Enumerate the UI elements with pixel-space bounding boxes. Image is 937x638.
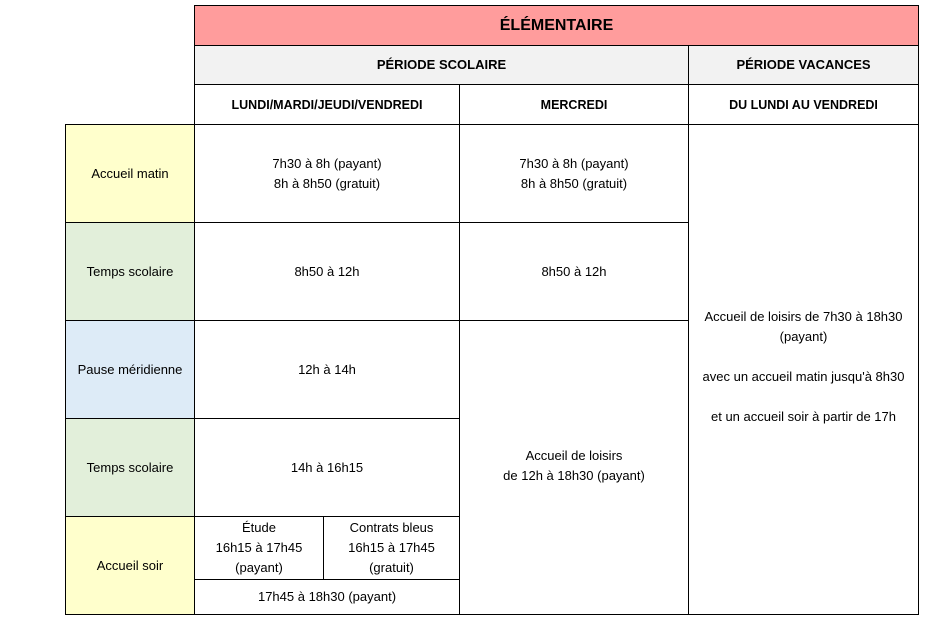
- mercredi-temps-scolaire: [459, 222, 689, 321]
- row-label-accueil-matin: [65, 124, 195, 223]
- cell-text: 7h30 à 8h (payant) 8h à 8h50 (gratuit): [272, 155, 382, 191]
- day-header-mercredi: [459, 84, 689, 125]
- period-scolaire-header: [194, 45, 689, 85]
- cell-text: Accueil de loisirs de 12h à 18h30 (payant): [503, 447, 645, 483]
- day-header-lmjv: [194, 84, 460, 125]
- row-label-pause-meridienne: [65, 320, 195, 419]
- cell-text: Accueil de loisirs de 7h30 à 18h30 (payant) avec un accueil matin jusqu'à 8h30 et un accueil soir à partir de 17h: [702, 309, 905, 424]
- cell-text: 14h à 16h15: [290, 459, 364, 475]
- period-scolaire-label: PÉRIODE SCOLAIRE: [376, 57, 507, 72]
- lmjv-temps-scolaire-1: [194, 222, 460, 321]
- table-title: [194, 5, 919, 46]
- lmjv-pause-meridienne: [194, 320, 460, 419]
- mercredi-accueil-matin: [459, 124, 689, 223]
- row-label-text: Temps scolaire: [86, 459, 174, 475]
- day-header-vacances-label: DU LUNDI AU VENDREDI: [729, 97, 878, 112]
- cell-text: Étude 16h15 à 17h45 (payant): [215, 520, 303, 575]
- row-label-text: Accueil matin: [91, 165, 169, 181]
- lmjv-etude: [194, 516, 324, 580]
- day-header-mercredi-label: MERCREDI: [540, 97, 608, 112]
- cell-text: 8h50 à 12h: [541, 263, 607, 279]
- day-header-vacances: [688, 84, 919, 125]
- row-label-text: Accueil soir: [96, 557, 164, 573]
- lmjv-accueil-matin: [194, 124, 460, 223]
- row-label-temps-scolaire-1: [65, 222, 195, 321]
- mercredi-loisirs: [459, 320, 689, 615]
- period-vacances-header: [688, 45, 919, 85]
- cell-text: 12h à 14h: [298, 361, 356, 377]
- lmjv-contrats-bleus: [323, 516, 460, 580]
- period-vacances-label: PÉRIODE VACANCES: [736, 57, 871, 72]
- row-label-accueil-soir: [65, 516, 195, 615]
- vacances-accueil-loisirs: [688, 124, 919, 615]
- cell-text: 7h30 à 8h (payant) 8h à 8h50 (gratuit): [519, 155, 629, 191]
- row-label-text: Pause méridienne: [77, 361, 183, 377]
- lmjv-temps-scolaire-2: [194, 418, 460, 517]
- cell-text: 8h50 à 12h: [294, 263, 360, 279]
- day-header-lmjv-label: LUNDI/MARDI/JEUDI/VENDREDI: [231, 97, 423, 112]
- table-title-text: ÉLÉMENTAIRE: [499, 16, 614, 34]
- lmjv-soir-fin: [194, 579, 460, 615]
- row-label-text: Temps scolaire: [86, 263, 174, 279]
- row-label-temps-scolaire-2: [65, 418, 195, 517]
- cell-text: Contrats bleus 16h15 à 17h45 (gratuit): [348, 520, 435, 575]
- cell-text: 17h45 à 18h30 (payant): [257, 589, 397, 604]
